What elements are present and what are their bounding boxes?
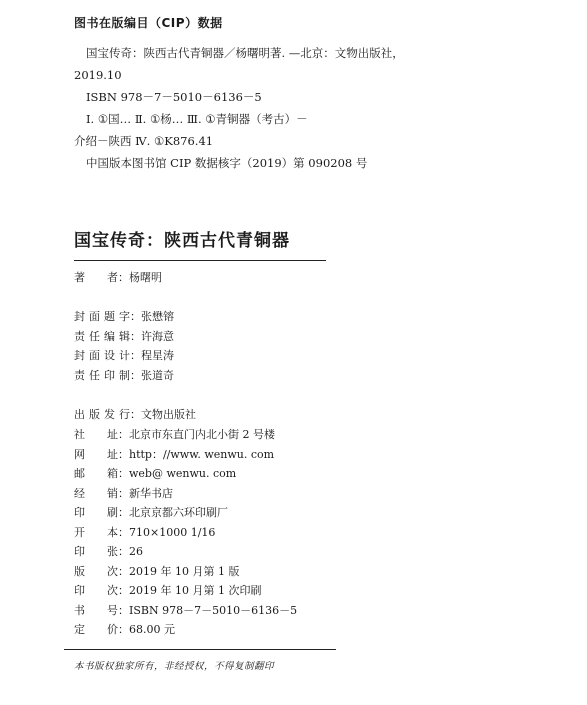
detail-value: 2019 年 10 月第 1 版 — [129, 564, 240, 578]
detail-row — [74, 425, 494, 445]
title-divider — [74, 260, 326, 261]
detail-label: 版 次 — [74, 564, 118, 578]
detail-value: http：//www. wenwu. com — [129, 447, 275, 461]
detail-label: 邮 箱 — [74, 467, 118, 480]
staff-value: 程星涛 — [141, 349, 174, 362]
cip-record — [74, 44, 514, 176]
detail-label: 开 本 — [74, 525, 118, 539]
detail-value: 北京市东直门内北小街 2 号楼 — [129, 428, 275, 441]
colon: ： — [130, 329, 141, 343]
colon: ： — [130, 368, 141, 382]
detail-label: 印 张 — [74, 545, 118, 558]
footer-divider — [64, 649, 336, 650]
staff-value: 张懋镕 — [141, 310, 174, 323]
detail-row — [74, 620, 494, 640]
cip-line: ISBN 978－7－5010－6136－5 — [86, 90, 262, 104]
detail-row — [74, 523, 494, 543]
colon: ： — [118, 603, 129, 617]
colon: ： — [118, 271, 129, 284]
colon: ： — [130, 349, 141, 362]
staff-row — [74, 307, 494, 327]
detail-row — [74, 484, 494, 504]
detail-row — [74, 464, 494, 484]
detail-row — [74, 542, 494, 562]
staff-row — [74, 346, 494, 366]
colon: ： — [118, 525, 129, 539]
details-block — [74, 425, 494, 640]
copyright-notice: 本书版权独家所有，非经授权，不得复制翻印 — [74, 661, 275, 672]
publisher-row — [74, 405, 494, 425]
detail-row — [74, 562, 494, 582]
detail-label: 经 销 — [74, 486, 118, 500]
colon: ： — [118, 447, 129, 461]
staff-block — [74, 307, 494, 385]
detail-value: 北京京都六环印刷厂 — [129, 506, 228, 519]
detail-label: 印 次 — [74, 584, 118, 597]
publisher-label: 出版发行 — [74, 408, 130, 421]
cip-heading: 图书在版编目（CIP）数据 — [74, 16, 223, 30]
author-label: 著 者 — [74, 271, 118, 284]
staff-label: 责任编辑 — [74, 329, 130, 343]
detail-label: 定 价 — [74, 623, 118, 636]
colon: ： — [118, 467, 129, 480]
detail-value: web@ wenwu. com — [129, 467, 237, 480]
detail-value: 2019 年 10 月第 1 次印刷 — [129, 584, 262, 597]
detail-value: 710×1000 1/16 — [129, 525, 216, 539]
book-title: 国宝传奇：陕西古代青铜器 — [74, 231, 290, 251]
detail-value: 26 — [129, 545, 143, 558]
detail-row — [74, 581, 494, 601]
colon: ： — [118, 623, 129, 636]
detail-value: 68.00 元 — [129, 623, 175, 636]
staff-row — [74, 366, 494, 386]
colon: ： — [118, 545, 129, 558]
staff-value: 张道奇 — [141, 368, 174, 382]
colon: ： — [118, 506, 129, 519]
staff-row — [74, 327, 494, 347]
author-value: 杨曙明 — [129, 271, 162, 284]
colon: ： — [118, 564, 129, 578]
colon: ： — [130, 408, 141, 421]
author-row — [74, 268, 494, 288]
author-block — [74, 268, 494, 288]
cip-line: 中国版本图书馆 CIP 数据核字（2019）第 090208 号 — [86, 156, 368, 170]
colon: ： — [118, 584, 129, 597]
staff-label: 封面设计 — [74, 349, 130, 362]
detail-label: 印 刷 — [74, 506, 118, 519]
detail-value: ISBN 978－7－5010－6136－5 — [129, 603, 298, 617]
detail-value: 新华书店 — [129, 486, 173, 500]
detail-row — [74, 503, 494, 523]
detail-label: 网 址 — [74, 447, 118, 461]
cip-line: 2019.10 — [74, 68, 122, 82]
cip-line: 国宝传奇：陕西古代青铜器／杨曙明著. —北京：文物出版社， — [86, 46, 404, 60]
staff-value: 许海意 — [141, 329, 174, 343]
colon: ： — [130, 310, 141, 323]
colon: ： — [118, 486, 129, 500]
detail-label: 社 址 — [74, 428, 118, 441]
publisher-value: 文物出版社 — [141, 408, 196, 421]
publisher-block — [74, 405, 494, 425]
staff-label: 责任印制 — [74, 368, 130, 382]
colon: ： — [118, 428, 129, 441]
staff-label: 封面题字 — [74, 310, 130, 323]
detail-row — [74, 445, 494, 465]
detail-label: 书 号 — [74, 603, 118, 617]
detail-row — [74, 601, 494, 621]
cip-line: 介绍－陕西 Ⅳ. ①K876.41 — [74, 134, 214, 148]
cip-line: Ⅰ. ①国… Ⅱ. ①杨… Ⅲ. ①青铜器（考古）－ — [86, 112, 308, 126]
